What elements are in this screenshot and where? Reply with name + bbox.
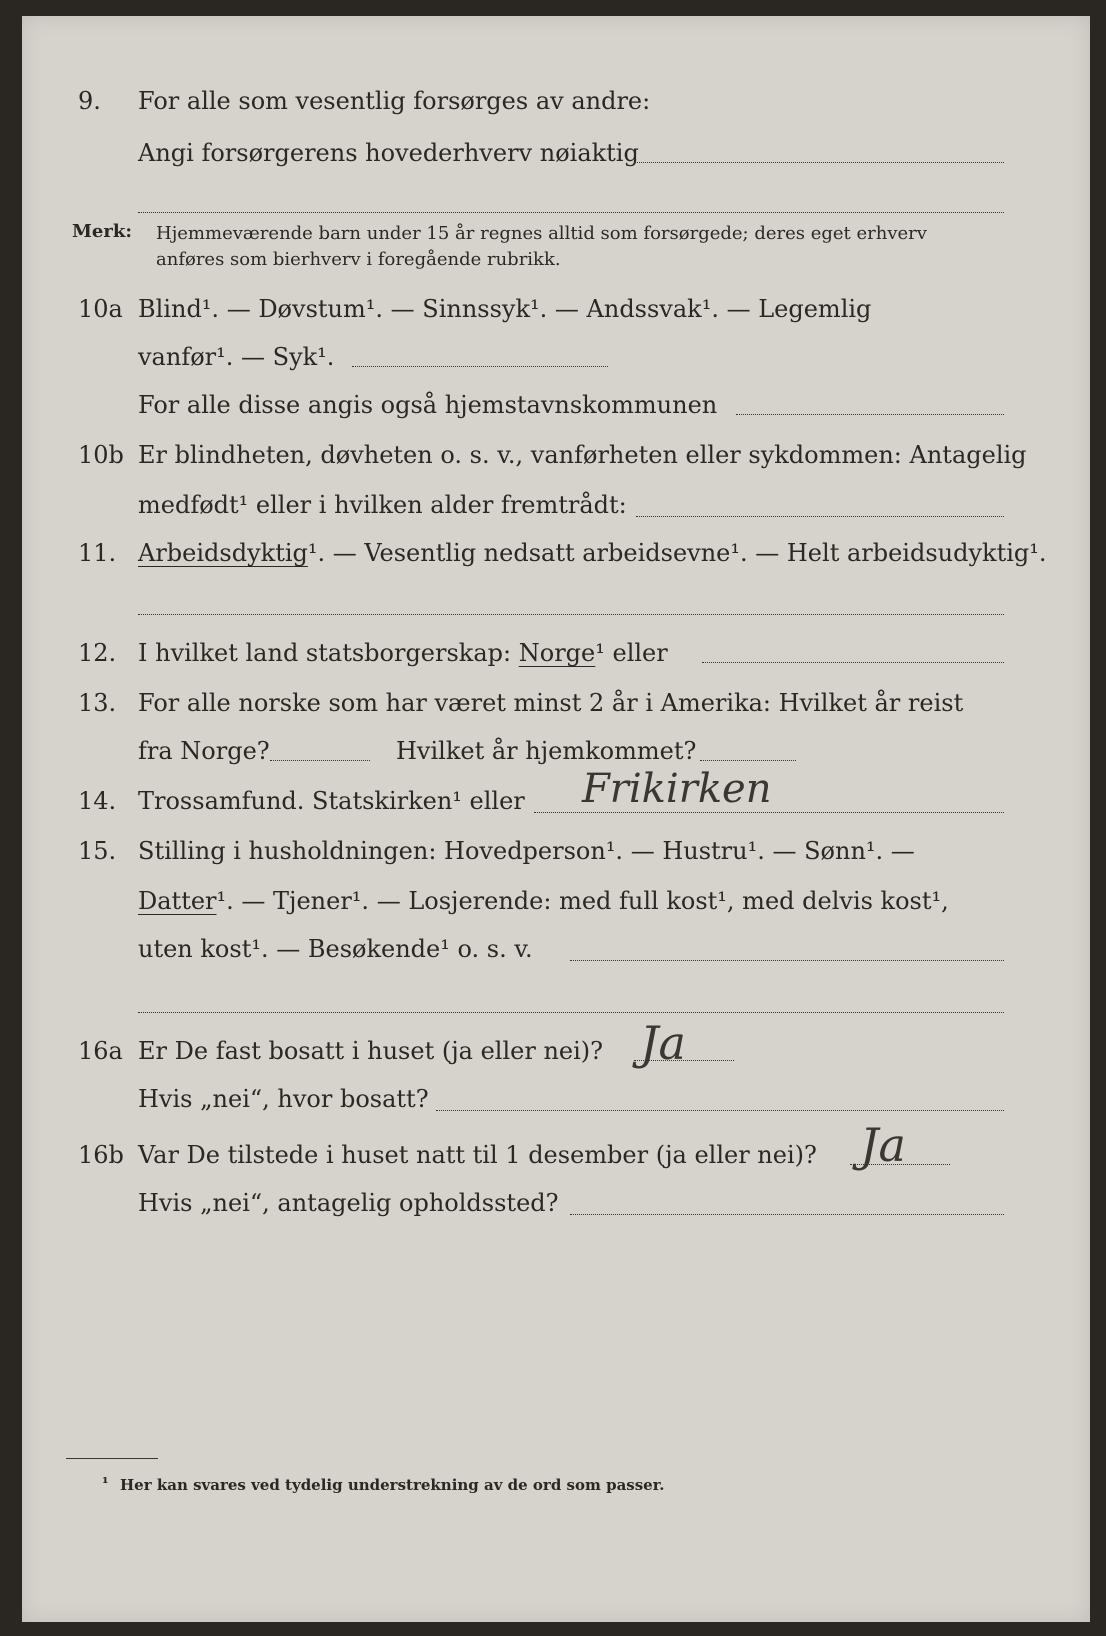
q16a-line2: Hvis „nei“, hvor bosatt? [138, 1085, 429, 1113]
q16b-number: 16b [78, 1141, 124, 1169]
q10a-line1: Blind¹. — Døvstum¹. — Sinnssyk¹. — Andssvak¹. — Legemlig [138, 295, 872, 323]
q11-number: 11. [78, 539, 117, 567]
q12-pre: I hvilket land statsborgerskap: [138, 639, 512, 667]
merk-line2: anføres som bierhverv i foregående rubrikk. [156, 249, 561, 270]
q10b-line2: medfødt¹ eller i hvilken alder fremtrådt: [138, 491, 627, 519]
q15-line3: uten kost¹. — Besøkende¹ o. s. v. [138, 935, 533, 963]
q13-line2a: fra Norge? [138, 737, 270, 765]
q15-option-datter[interactable]: Datter [138, 887, 217, 915]
merk-label: Merk: [72, 221, 132, 242]
q10b-line1: Er blindheten, døvheten o. s. v., vanførheten eller sykdommen: Antagelig [138, 441, 1027, 469]
q12-line [138, 638, 668, 668]
q10a-line3: For alle disse angis også hjemstavnskommunen [138, 391, 718, 419]
q15-line2-rest: ¹. — Tjener¹. — Losjerende: med full kost¹, med delvis kost¹, [216, 887, 949, 915]
q9-line2: Angi forsørgerens hovederhverv nøiaktig [138, 139, 639, 167]
census-form-page [22, 16, 1090, 1622]
q10a-number: 10a [78, 295, 123, 323]
q14-text: Trossamfund. Statskirken¹ eller [138, 787, 525, 815]
q15-line2 [138, 886, 949, 916]
q13-year-left-field[interactable] [270, 760, 370, 761]
q13-line2b: Hvilket år hjemkommet? [396, 737, 697, 765]
q12-number: 12. [78, 639, 117, 667]
q9-answer-field[interactable] [634, 162, 1004, 163]
q10b-answer-field[interactable] [636, 516, 1004, 517]
q16a-number: 16a [78, 1037, 123, 1065]
q13-line1: For alle norske som har været minst 2 år i Amerika: Hvilket år reist [138, 689, 964, 717]
q16b-line1: Var De tilstede i huset natt til 1 desember (ja eller nei)? [138, 1141, 817, 1169]
footnote-divider [66, 1458, 158, 1459]
q11-rest: ¹. — Vesentlig nedsatt arbeidsevne¹. — Helt arbeidsudyktig¹. [307, 539, 1047, 567]
q14-answer-field[interactable] [534, 812, 1004, 813]
q12-country-field[interactable] [702, 662, 1004, 663]
q15-answer-field[interactable] [570, 960, 1004, 961]
q10a-home-municipality-field[interactable] [736, 414, 1004, 415]
q11-answer-field[interactable] [138, 614, 1004, 615]
q12-option-norge[interactable]: Norge [518, 639, 596, 667]
q16b-handwritten-answer: Ja [860, 1118, 906, 1172]
q14-number: 14. [78, 787, 117, 815]
q10a-line2: vanfør¹. — Syk¹. [138, 343, 335, 371]
q16a-line1: Er De fast bosatt i huset (ja eller nei)? [138, 1037, 604, 1065]
q14-handwritten-answer: Frikirken [582, 766, 772, 812]
q16a-handwritten-answer: Ja [640, 1016, 686, 1070]
footnote-text: Her kan svares ved tydelig understrekning av de ord som passer. [120, 1476, 665, 1494]
q16b-location-field[interactable] [570, 1214, 1004, 1215]
q13-year-returned-field[interactable] [700, 760, 796, 761]
q9-answer-field-2[interactable] [138, 212, 1004, 213]
q9-number: 9. [78, 87, 101, 115]
q9-line1: For alle som vesentlig forsørges av andre: [138, 87, 651, 115]
q15-line1: Stilling i husholdningen: Hovedperson¹. — Hustru¹. — Sønn¹. — [138, 837, 915, 865]
q10a-answer-field[interactable] [352, 366, 608, 367]
q12-post: ¹ eller [595, 639, 668, 667]
q13-number: 13. [78, 689, 117, 717]
q11-line [138, 538, 1047, 568]
q15-number: 15. [78, 837, 117, 865]
footnote-mark: ¹ [102, 1474, 109, 1492]
q10b-number: 10b [78, 441, 124, 469]
q11-option-arbeidsdyktig[interactable]: Arbeidsdyktig [138, 539, 308, 567]
merk-line1: Hjemmeværende barn under 15 år regnes alltid som forsørgede; deres eget erhverv [156, 223, 927, 244]
q16a-residence-field[interactable] [436, 1110, 1004, 1111]
q15-answer-field-2[interactable] [138, 1012, 1004, 1013]
q16b-line2: Hvis „nei“, antagelig opholdssted? [138, 1189, 559, 1217]
